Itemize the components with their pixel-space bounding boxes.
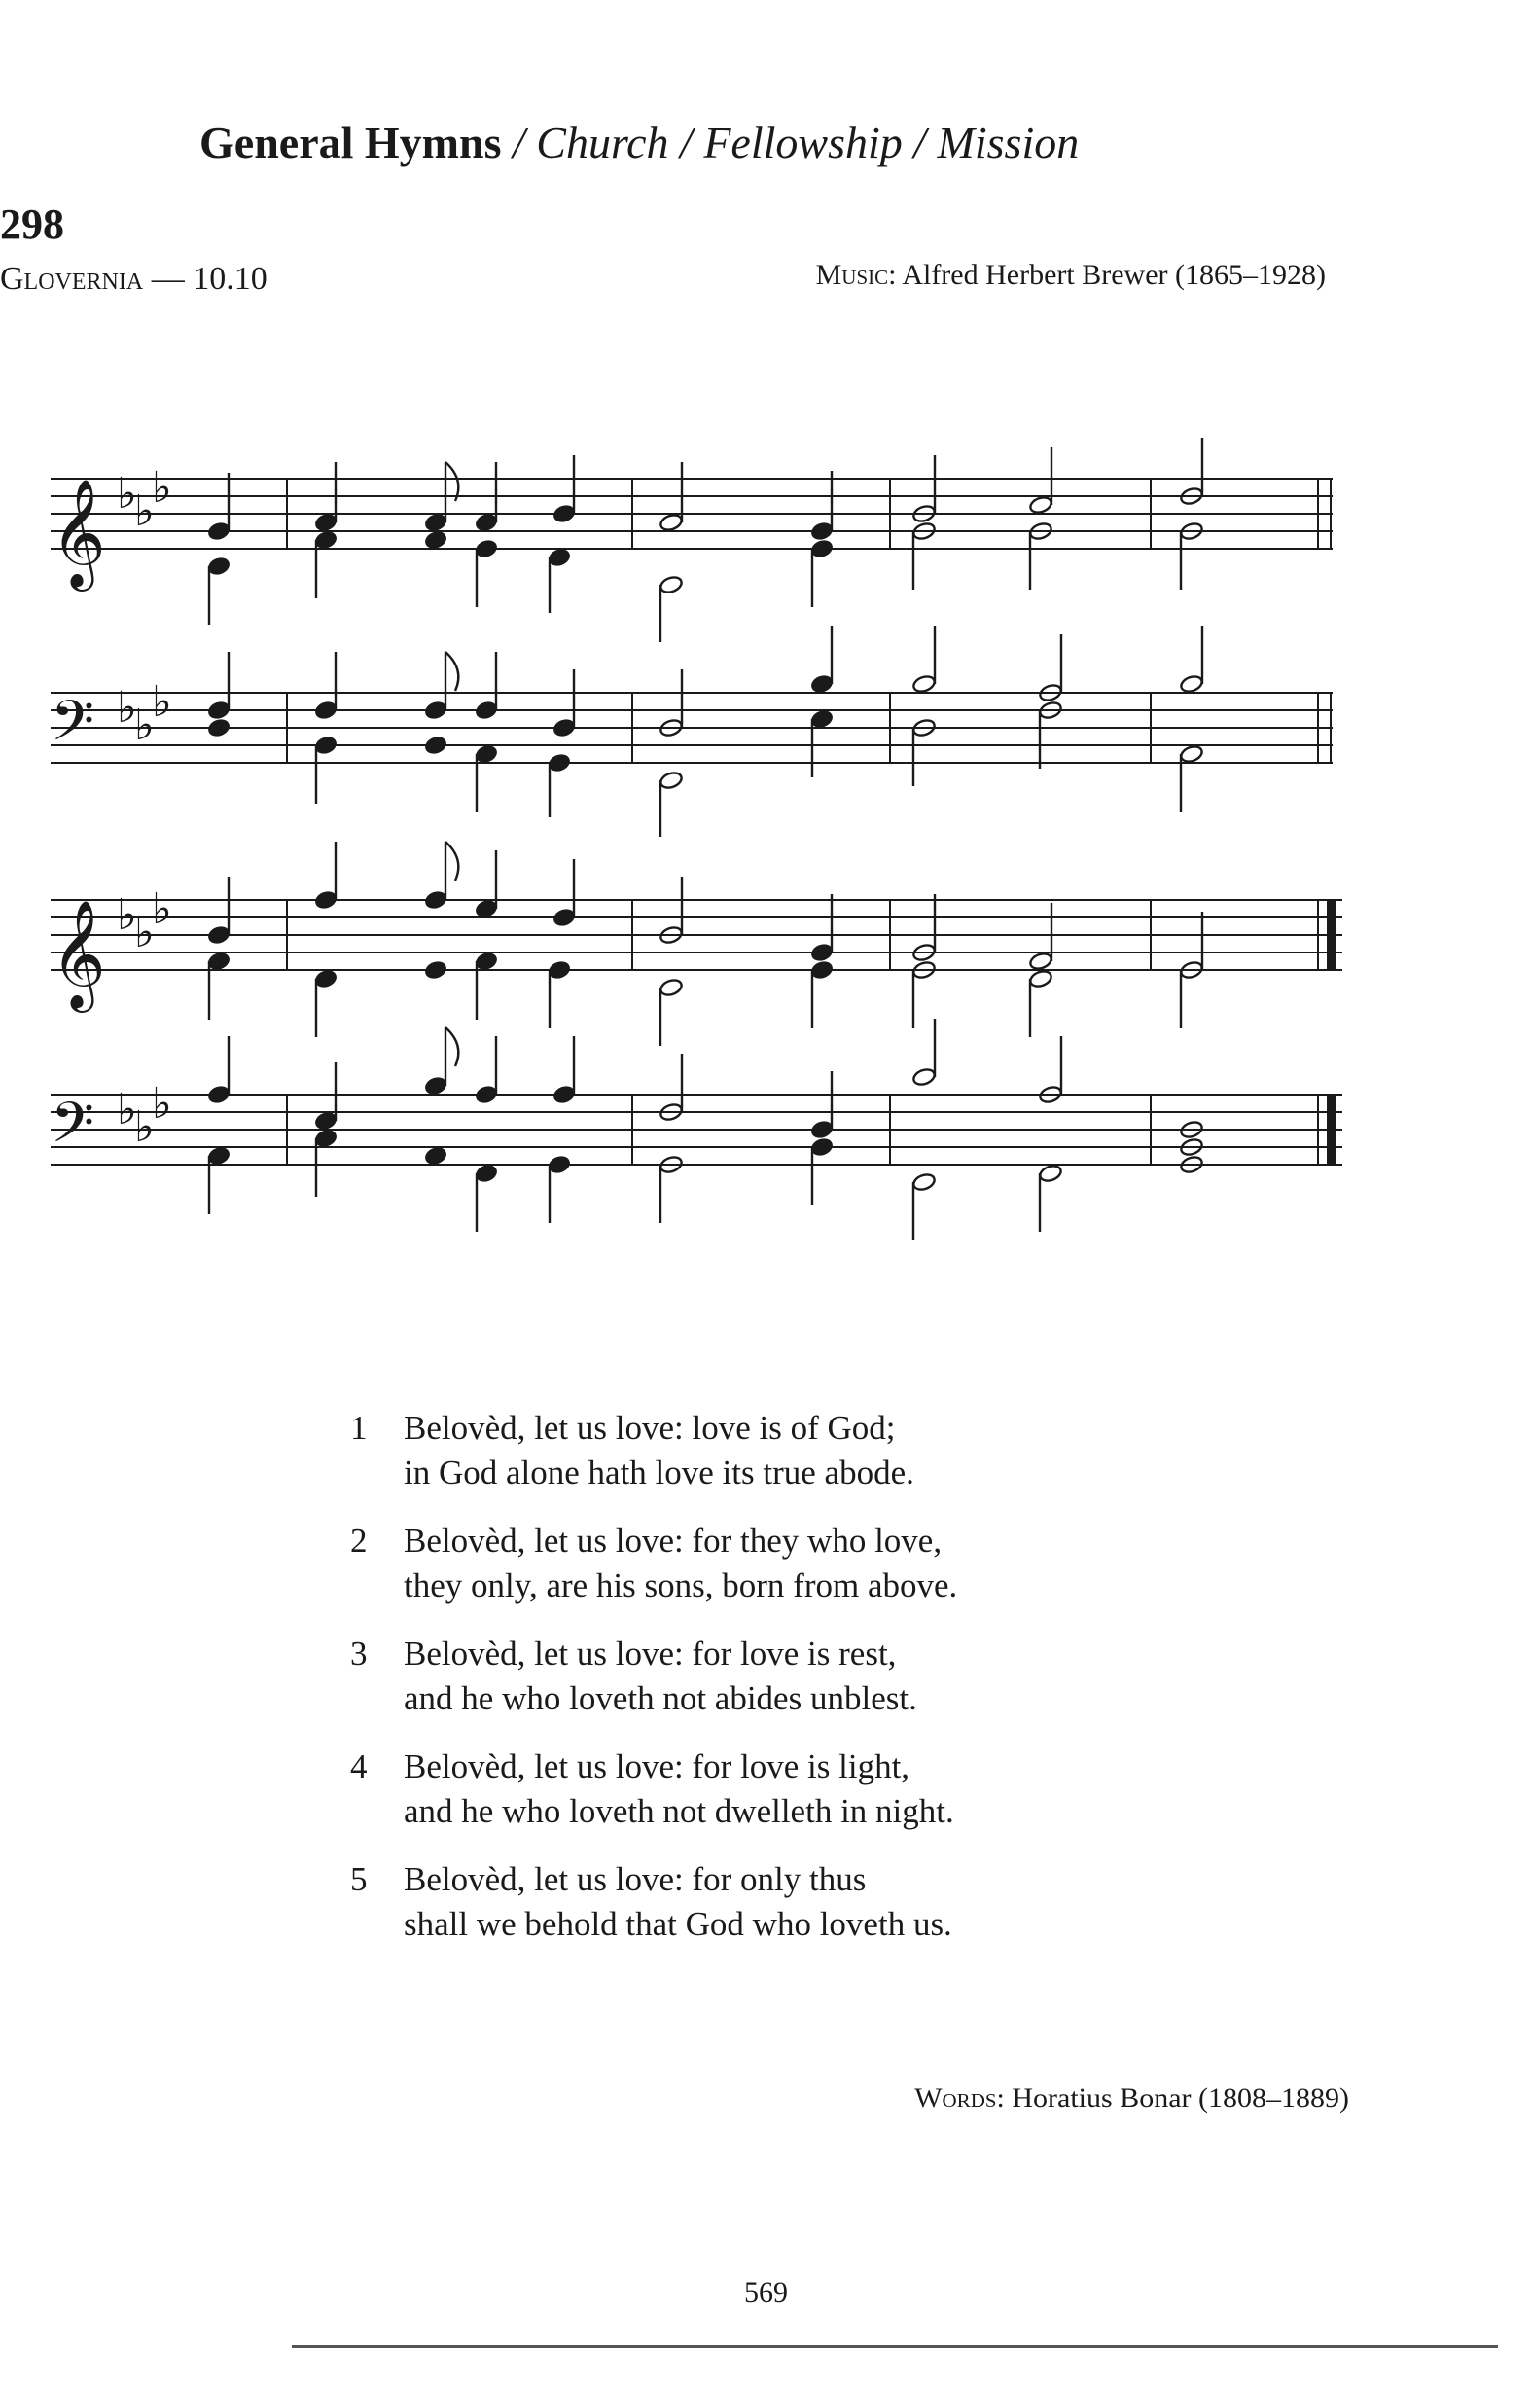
tune-line [0, 261, 267, 298]
verse-number: 1 [350, 1409, 368, 1447]
verse-line: Belovèd, let us love: for love is rest, [404, 1635, 897, 1672]
svg-text:♭: ♭ [134, 486, 155, 536]
verse-line: and he who loveth not abides unblest. [404, 1679, 917, 1717]
section-title-sub: / Church / Fellowship / Mission [501, 118, 1080, 167]
section-title-main: General Hymns [199, 118, 502, 167]
score-system-1 [51, 438, 1333, 837]
treble-clef-icon: 𝄞 [51, 478, 106, 587]
barlines-2 [287, 900, 1318, 1165]
treble-staff-1 [51, 479, 1333, 549]
verse-2 [350, 1519, 1128, 1608]
footer-rule [292, 2345, 1498, 2348]
bass-clef-icon: 𝄢 [51, 688, 95, 768]
verse-line: in God alone hath love its true abode. [404, 1454, 914, 1492]
key-signature-icon [117, 884, 172, 1152]
bass-staff-1 [51, 693, 1333, 763]
tune-meter: — 10.10 [143, 261, 267, 297]
music-label: Music: [815, 259, 897, 291]
treble-staff-2 [51, 900, 1342, 970]
key-signature-icon [117, 463, 172, 750]
verse-line: Belovèd, let us love: for love is light, [404, 1747, 910, 1785]
svg-text:♭: ♭ [152, 884, 172, 934]
music-credit [816, 259, 1326, 292]
words-credit [914, 2082, 1349, 2115]
verse-number: 5 [350, 1860, 368, 1898]
svg-text:♭: ♭ [134, 908, 155, 957]
verses [350, 1406, 1128, 1970]
svg-text:♭: ♭ [117, 683, 137, 733]
verse-5 [350, 1857, 1128, 1947]
words-label: Words: [914, 2082, 1005, 2114]
verse-4 [350, 1744, 1128, 1834]
page-number: 569 [744, 2277, 788, 2309]
svg-text:♭: ♭ [117, 890, 137, 940]
verse-number: 3 [350, 1635, 368, 1672]
svg-text:♭: ♭ [152, 1079, 172, 1129]
words-author: Horatius Bonar (1808–1889) [1004, 2082, 1349, 2114]
svg-text:♭: ♭ [134, 1102, 155, 1152]
music-score [0, 409, 1532, 1284]
svg-text:♭: ♭ [117, 469, 137, 519]
verse-number: 4 [350, 1747, 368, 1785]
verse-line: shall we behold that God who loveth us. [404, 1905, 952, 1943]
music-composer: Alfred Herbert Brewer (1865–1928) [896, 259, 1326, 291]
notes-system-2 [207, 842, 1204, 1240]
verse-line: they only, are his sons, born from above. [404, 1566, 958, 1604]
tune-name: Glovernia [0, 261, 144, 297]
svg-text:♭: ♭ [152, 677, 172, 727]
section-title [199, 117, 1079, 168]
score-system-2 [51, 842, 1342, 1240]
bass-staff-2 [51, 1095, 1342, 1165]
verse-line: and he who loveth not dwelleth in night. [404, 1792, 954, 1830]
verse-3 [350, 1632, 1128, 1721]
verse-line: Belovèd, let us love: for they who love, [404, 1522, 943, 1560]
verse-1 [350, 1406, 1128, 1495]
verse-line: Belovèd, let us love: for only thus [404, 1860, 867, 1898]
svg-text:♭: ♭ [134, 701, 155, 750]
bass-clef-icon: 𝄢 [51, 1090, 95, 1169]
notes-system-1 [207, 438, 1204, 837]
verse-number: 2 [350, 1522, 368, 1560]
svg-text:♭: ♭ [152, 463, 172, 513]
verse-line: Belovèd, let us love: love is of God; [404, 1409, 896, 1447]
treble-clef-icon: 𝄞 [51, 899, 106, 1008]
hymn-number: 298 [0, 200, 64, 248]
final-barline [1327, 900, 1336, 970]
final-barline [1327, 1095, 1336, 1165]
svg-text:♭: ♭ [117, 1085, 137, 1134]
